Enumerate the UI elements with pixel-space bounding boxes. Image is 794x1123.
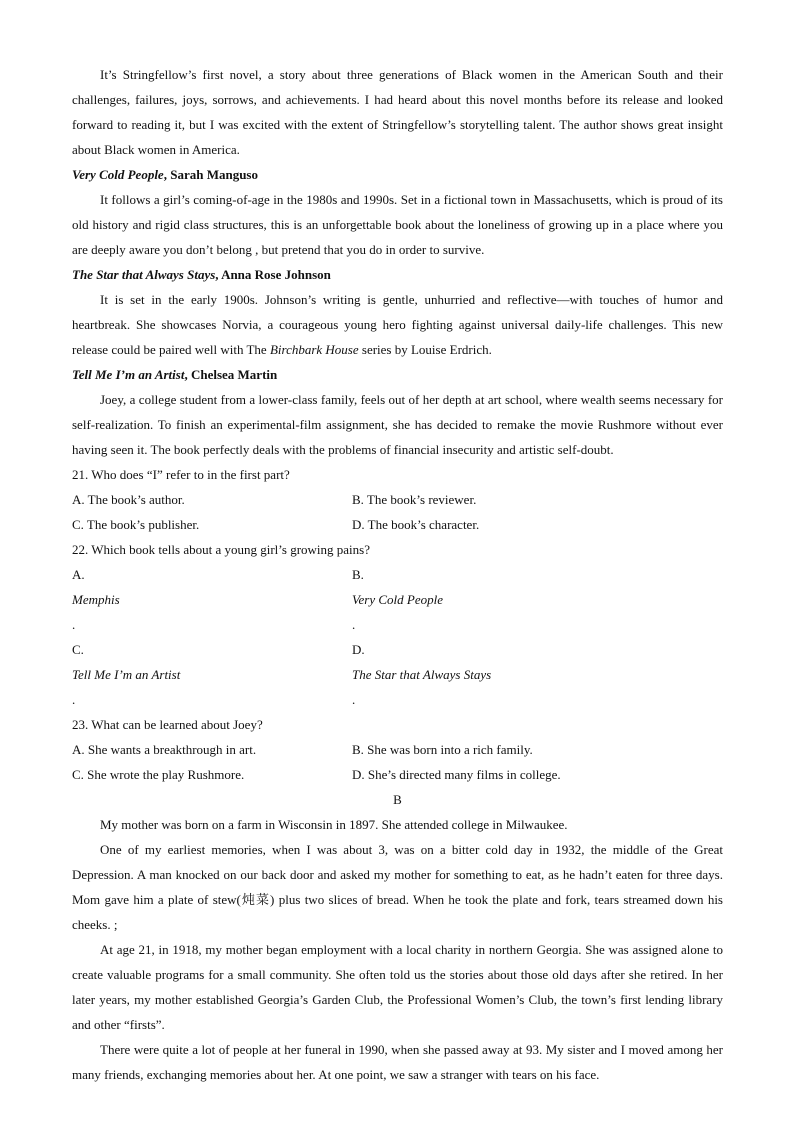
- book-title: The Star that Always Stays: [72, 267, 216, 282]
- question-21-options-row-2: [72, 512, 723, 537]
- book-heading-star-that-always-stays: [72, 262, 723, 287]
- referenced-series-title: Birchbark House: [269, 342, 359, 357]
- question-23-options-row-2: [72, 762, 723, 787]
- book-author: , Anna Rose Johnson: [215, 267, 331, 282]
- question-23-option-a: A. She wants a breakthrough in art.: [72, 742, 257, 757]
- book-review-very-cold-people: It follows a girl’s coming-of-age in the 1980s and 1990s. Set in a fictional town in Massachusetts, which is proud of its old history and rigid class structures, this is an unforgettable book about the loneliness of growing up in a place where you are deeply aware you don’t belong , but pretend that you do in order to survive.: [72, 192, 723, 257]
- question-23-options-row-1: [72, 737, 723, 762]
- section-b-paragraph-4: There were quite a lot of people at her funeral in 1990, when she passed away at 93. My sister and I moved among her many friends, exchanging memories about her. At one point, we saw a stranger with tears on his face.: [72, 1042, 723, 1082]
- question-23-option-d: D. She’s directed many films in college.: [352, 767, 561, 782]
- book-author: , Sarah Manguso: [163, 167, 258, 182]
- review-text: series by Louise Erdrich.: [358, 342, 492, 357]
- question-22-option-d: D. The Star that Always Stays .: [352, 642, 492, 707]
- book-review-tell-me-im-an-artist: Joey, a college student from a lower-class family, feels out of her depth at art school, where wealth seems necessary for self-realization. To finish an experimental-film assignment, she has decided to remake the movie Rushmore without ever having seen it. The book perfectly deals with the problems of financial insecurity and artistic self-doubt.: [72, 392, 723, 457]
- question-23-option-c: C. She wrote the play Rushmore.: [72, 767, 245, 782]
- section-b-paragraph-2: One of my earliest memories, when I was about 3, was on a bitter cold day in 1932, the middle of the Great Depression. A man knocked on our back door and asked my mother for something to eat, as he hadn’t eaten for three days. Mom gave him a plate of stew(炖菜) plus two slices of bread. When he took the plate and fork, tears streamed down his cheeks. ;: [72, 842, 723, 932]
- question-21-option-b: B. The book’s reviewer.: [352, 492, 477, 507]
- question-21-option-d: D. The book’s character.: [352, 517, 480, 532]
- document-page: [72, 62, 723, 1087]
- question-22-stem: 22. Which book tells about a young girl’s growing pains?: [72, 542, 370, 557]
- question-21-options-row-1: [72, 487, 723, 512]
- section-b-paragraph-1: My mother was born on a farm in Wisconsin in 1897. She attended college in Milwaukee.: [100, 817, 568, 832]
- section-b-paragraph-3: At age 21, in 1918, my mother began employment with a local charity in northern Georgia. She was assigned alone to create valuable programs for a small community. She often told us the stories about those old days after she retired. In her later years, my mother established Georgia’s Garden Club, the Professional Women’s Club, the town’s first lending library and other “firsts”.: [72, 942, 723, 1032]
- review-text: It is set in the early 1900s. Johnson’s writing is gentle, unhurried and reflective—with touches of humor and heartbreak. She showcases Norvia, a courageous young hero fighting against universal daily-life challenges. This new release could be paired well with The: [72, 292, 723, 357]
- question-22-option-b: B. Very Cold People .: [352, 567, 443, 632]
- question-21-option-a: A. The book’s author.: [72, 492, 185, 507]
- book-author: , Chelsea Martin: [184, 367, 278, 382]
- question-21-stem: 21. Who does “I” refer to in the first part?: [72, 467, 290, 482]
- book-heading-tell-me-im-an-artist: [72, 362, 723, 387]
- intro-paragraph: It’s Stringfellow’s first novel, a story about three generations of Black women in the American South and their challenges, failures, joys, sorrows, and achievements. I had heard about this novel months before its release and looked forward to reading it, but I was excited with the extent of Stringfellow’s storytelling talent. The author shows great insight about Black women in America.: [72, 67, 723, 157]
- question-22-option-a: A. Memphis .: [72, 567, 120, 632]
- question-22-option-c: C. Tell Me I’m an Artist .: [72, 642, 181, 707]
- question-23-stem: 23. What can be learned about Joey?: [72, 717, 263, 732]
- question-22-options-row-2: [72, 637, 723, 712]
- question-21-option-c: C. The book’s publisher.: [72, 517, 200, 532]
- book-title: Tell Me I’m an Artist: [72, 367, 185, 382]
- book-review-star-that-always-stays: [72, 287, 723, 362]
- book-title: Very Cold People: [72, 167, 164, 182]
- question-23-option-b: B. She was born into a rich family.: [352, 742, 533, 757]
- question-22-options-row-1: [72, 562, 723, 637]
- section-b-label: B: [393, 792, 402, 807]
- book-heading-very-cold-people: [72, 162, 723, 187]
